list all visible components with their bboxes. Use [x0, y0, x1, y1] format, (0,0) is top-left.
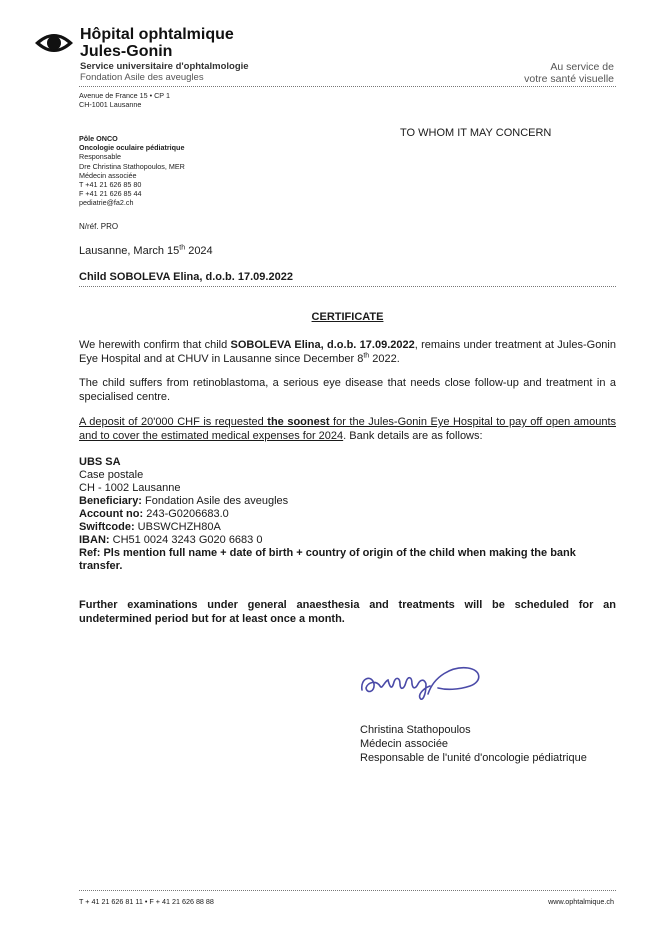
paragraph-followup: Further examinations under general anaesthesia and treatments will be scheduled for an undetermined period but for at least once a month.: [79, 599, 616, 625]
hospital-name-line1: Hôpital ophtalmique: [80, 26, 234, 43]
tagline-line1: Au service de: [550, 61, 614, 73]
foundation-name: Fondation Asile des aveugles: [80, 72, 204, 83]
paragraph-confirmation: [79, 338, 616, 366]
tagline: [524, 61, 614, 85]
iban-label: IBAN:: [79, 534, 110, 546]
subject-divider: [79, 286, 616, 287]
sender-name: Dre Christina Stathopoulos, MER: [79, 161, 185, 171]
bank-swift: [79, 521, 616, 534]
sender-role: Responsable: [79, 152, 121, 162]
swift-label: Swiftcode:: [79, 521, 135, 533]
bank-iban: [79, 534, 616, 547]
iban-value: CH51 0024 3243 G020 6683 0: [109, 534, 263, 546]
sender-block: [79, 134, 185, 208]
bank-reference-note: Ref: Pls mention full name + date of birth + country of origin of the child when making the bank transfer.: [79, 547, 576, 572]
recipient: TO WHOM IT MAY CONCERN: [400, 127, 552, 139]
address-line1: Avenue de France 15 • CP 1: [79, 91, 170, 100]
hospital-address: [79, 91, 170, 109]
paragraph-diagnosis: The child suffers from retinoblastoma, a serious eye disease that needs close follow-up and treatment in a specialised centre.: [79, 377, 616, 403]
para3-a: A deposit of 20'000 CHF is requested: [79, 416, 268, 428]
bank-details: [79, 456, 616, 573]
bank-account: [79, 508, 616, 521]
para1-a: We herewith confirm that child: [79, 339, 231, 351]
bank-city: CH - 1002 Lausanne: [79, 482, 181, 494]
beneficiary-value: Fondation Asile des aveugles: [141, 495, 289, 507]
para1-c: , remains under treatment at Jules-Gonin Eye Hospital and at CHUV in Lausanne since December 8: [79, 339, 616, 365]
para3-c: for the Jules-Gonin Eye Hospital to pay off open amounts and to cover the estimated medical expenses for 2024: [79, 416, 616, 442]
sender-tel: T +41 21 626 85 80: [79, 180, 142, 190]
hospital-subtitle: [80, 61, 249, 83]
footer-website[interactable]: www.ophtalmique.ch: [548, 897, 614, 906]
letter-date: [79, 245, 213, 257]
subject-line: Child SOBOLEVA Elina, d.o.b. 17.09.2022: [79, 271, 293, 283]
date-year: 2024: [185, 245, 213, 257]
hospital-name-line2: Jules-Gonin: [80, 43, 173, 60]
footer-phones: T + 41 21 626 81 11 • F + 41 21 626 88 88: [79, 897, 214, 906]
signatory-role: Responsable de l'unité d'oncologie pédiatrique: [360, 752, 587, 764]
footer-divider: [79, 890, 616, 891]
hospital-name: [80, 26, 234, 60]
sender-pole: Pôle ONCO: [79, 134, 118, 143]
header-divider: [79, 86, 616, 87]
sender-email: pediatrie@fa2.ch: [79, 198, 134, 208]
bank-name: UBS SA: [79, 456, 121, 468]
para3-d: . Bank details are as follows:: [343, 430, 483, 442]
swift-value: UBSWCHZH80A: [134, 521, 221, 533]
account-label: Account no:: [79, 508, 144, 520]
tagline-line2: votre santé visuelle: [524, 73, 614, 85]
address-line2: CH-1001 Lausanne: [79, 100, 142, 110]
para1-sup: th: [363, 352, 370, 360]
bank-box: Case postale: [79, 469, 144, 481]
signatory-title: Médecin associée: [360, 738, 449, 750]
sender-title: Médecin associée: [79, 170, 137, 180]
reference: N/réf. PRO: [79, 222, 119, 231]
paragraph-deposit: [79, 415, 616, 443]
sender-unit: Oncologie oculaire pédiatrique: [79, 143, 185, 153]
account-value: 243-G0206683.0: [143, 508, 229, 520]
service-name: Service universitaire d'ophtalmologie: [80, 61, 249, 72]
date-suffix: th: [179, 244, 186, 252]
para1-b: SOBOLEVA Elina, d.o.b. 17.09.2022: [230, 339, 415, 351]
para3-b: the soonest: [267, 416, 330, 428]
signatory-name: Christina Stathopoulos: [360, 724, 471, 736]
signature-block: [360, 723, 587, 765]
eye-icon: [34, 28, 74, 58]
beneficiary-label: Beneficiary:: [79, 495, 142, 507]
date-prefix: Lausanne, March 15: [79, 245, 180, 257]
bank-beneficiary: [79, 495, 616, 508]
handwritten-signature: [358, 660, 488, 704]
para1-d: 2022.: [369, 353, 400, 365]
sender-fax: F +41 21 626 85 44: [79, 189, 142, 199]
certificate-title: CERTIFICATE: [311, 311, 384, 323]
